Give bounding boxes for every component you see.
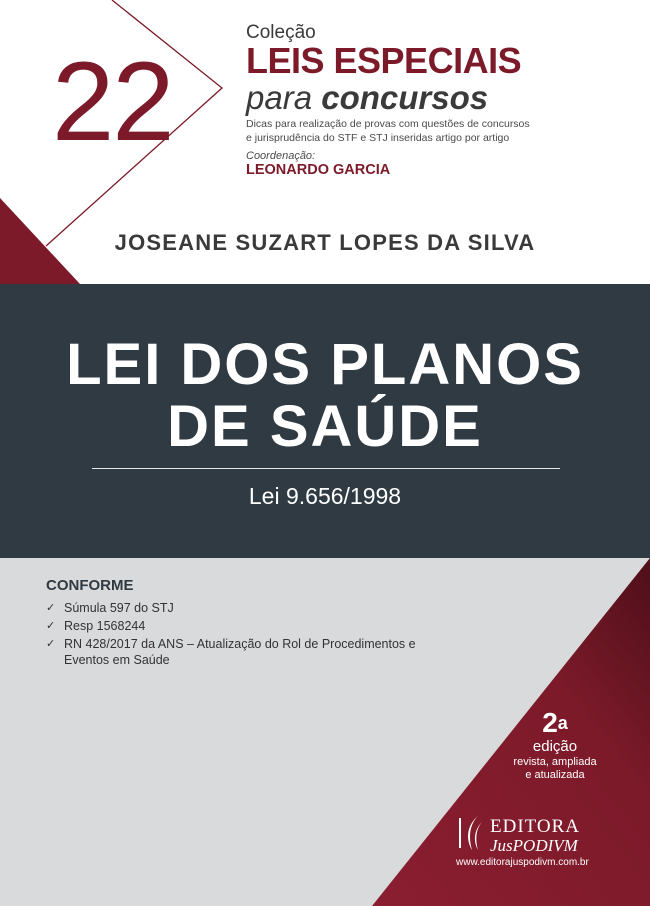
check-icon: ✓ (46, 638, 56, 650)
book-title-line-2: DE SAÚDE (167, 394, 483, 459)
tagline-line-1: Dicas para realização de provas com questões de concursos (246, 118, 530, 130)
edition-badge (500, 708, 610, 782)
edition-number-value: 2 (542, 707, 558, 738)
list-item (46, 618, 446, 634)
series-title: LEIS ESPECIAIS (246, 40, 522, 81)
edition-description-line-1: revista, ampliada (513, 756, 597, 768)
edition-ordinal: a (557, 713, 568, 733)
check-icon: ✓ (46, 602, 56, 614)
cover-bottom-area (0, 558, 650, 906)
series-subtitle-prefix: para (246, 79, 313, 116)
book-title (0, 334, 650, 458)
edition-number (500, 708, 610, 738)
publisher-url: www.editorajuspodivm.com.br (456, 857, 589, 868)
conforme-list (46, 600, 446, 670)
collection-tagline (246, 117, 546, 145)
publisher-name-line-2: JusPODIVM (490, 836, 578, 855)
series-subtitle-main: concursos (321, 79, 489, 116)
conforme-heading: CONFORME (46, 577, 134, 594)
coordination-label: Coordenação: (246, 150, 316, 162)
edition-word: edição (532, 738, 578, 755)
volume-number: 22 (52, 39, 173, 164)
list-item-text: RN 428/2017 da ANS – Atualização do Rol de Procedimentos e (64, 637, 416, 651)
list-item (46, 600, 446, 616)
coordinator-name: LEONARDO GARCIA (246, 162, 391, 178)
list-item (46, 636, 446, 668)
title-band (0, 284, 650, 558)
edition-description-line-2: e atualizada (525, 769, 585, 781)
author-name: JOSEANE SUZART LOPES DA SILVA (114, 230, 536, 255)
tagline-line-2: e jurisprudência do STF e STJ inseridas artigo por artigo (246, 132, 510, 144)
list-item-text-continued: Eventos em Saúde (64, 653, 170, 667)
publisher-logo-icon (456, 814, 486, 856)
title-divider (92, 468, 560, 469)
series-subtitle (246, 80, 488, 116)
check-icon: ✓ (46, 620, 56, 632)
law-number: Lei 9.656/1998 (248, 483, 402, 509)
cover-top-area (0, 0, 650, 284)
book-title-line-1: LEI DOS PLANOS (66, 332, 584, 397)
list-item-text: Súmula 597 do STJ (64, 601, 174, 615)
publisher-block (456, 814, 616, 874)
collection-label: Coleção (246, 22, 316, 43)
publisher-name-line-1: EDITORA (490, 816, 581, 837)
list-item-text: Resp 1568244 (64, 619, 146, 633)
